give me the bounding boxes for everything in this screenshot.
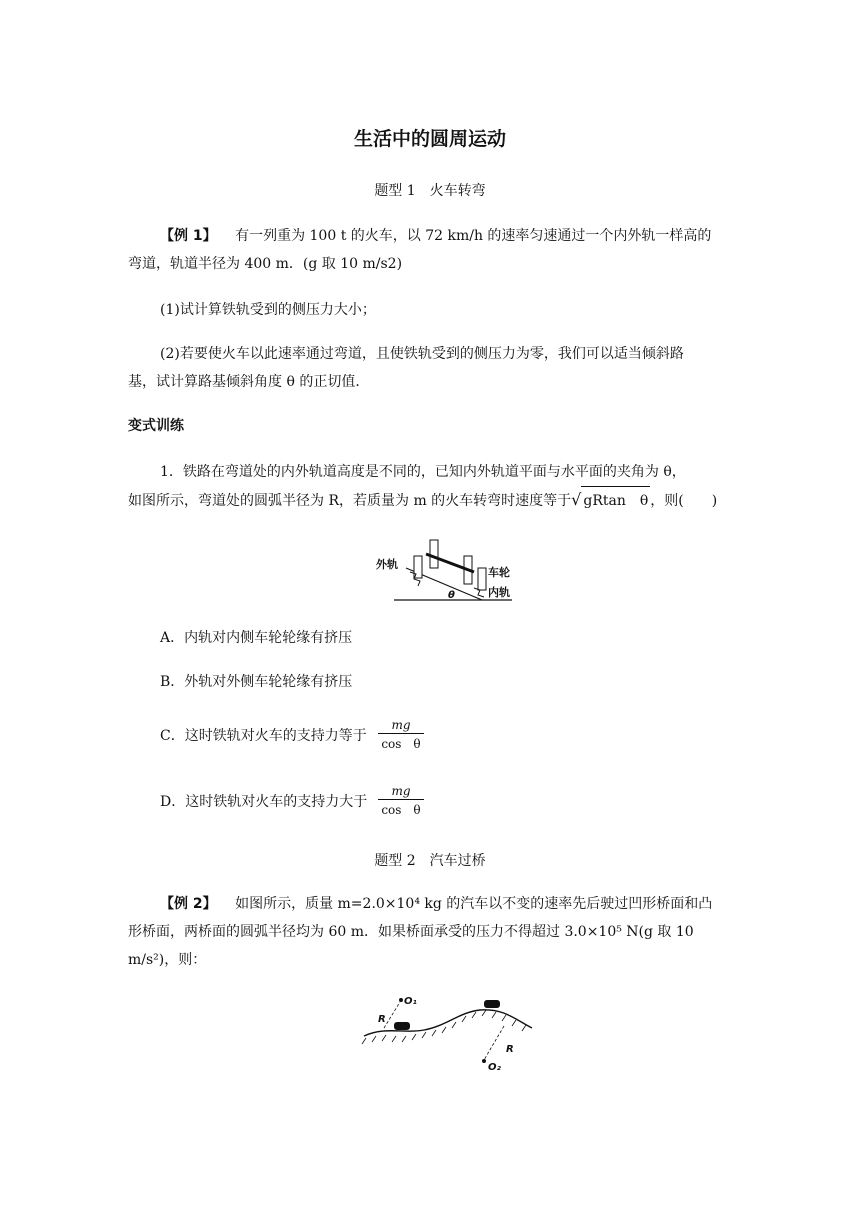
- fraction-numerator: mg: [391, 784, 411, 798]
- option-a: A．内轨对内侧车轮轮缘有挤压: [160, 630, 353, 646]
- example-2-text-1: 如图所示，质量 m=2.0×10⁴ kg 的汽车以不变的速率先后驶过凹形桥面和凸: [235, 896, 713, 912]
- figure-label-theta: θ: [448, 590, 455, 601]
- section-heading-1: 题型 1 火车转弯: [374, 183, 486, 199]
- option-d-fraction: [378, 784, 424, 818]
- fraction-denominator: cos θ: [381, 737, 421, 751]
- figure-label-r2: R: [506, 1044, 514, 1055]
- problem-1-text-1: 1．铁路在弯道处的内外轨道高度是不同的，已知内外轨道平面与水平面的夹角为 θ，: [160, 464, 686, 480]
- figure-label-o1: O₁: [404, 996, 417, 1007]
- figure-label-outer-rail: 外轨: [376, 558, 398, 571]
- example-1-label: 【例 1】: [160, 228, 217, 244]
- example-2-label: 【例 2】: [160, 896, 217, 912]
- example-1-question-1: (1)试计算铁轨受到的侧压力大小；: [160, 302, 376, 318]
- figure-label-r1: R: [378, 1014, 386, 1025]
- figure-label-inner-rail: 内轨: [488, 586, 510, 599]
- fraction-bar: [378, 733, 424, 734]
- example-1-text-2: 弯道，轨道半径为 400 m．(g 取 10 m/s2): [128, 256, 403, 272]
- example-1-text-1: 有一列重为 100 t 的火车，以 72 km/h 的速率匀速通过一个内外轨一样高的: [235, 228, 712, 244]
- option-b: B．外轨对外侧车轮轮缘有挤压: [160, 674, 353, 690]
- figure-bridge-curves: [356, 990, 540, 1074]
- figure-label-wheel: 车轮: [488, 566, 510, 579]
- figure-label-o2: O₂: [488, 1062, 501, 1073]
- problem-1-sqrt-expression: gRtan θ: [581, 486, 650, 515]
- problem-1-text-2-post: ，则( ): [650, 493, 718, 509]
- option-d: D．这时铁轨对火车的支持力大于: [160, 794, 368, 810]
- example-2-first-line: [160, 890, 712, 918]
- sqrt-sign-icon: √: [571, 490, 582, 509]
- variant-training-heading: 变式训练: [128, 418, 184, 434]
- figure-banked-track: [370, 532, 520, 604]
- problem-1-text-2-pre: 如图所示，弯道处的圆弧半径为 R，若质量为 m 的火车转弯时速度等于: [128, 493, 572, 509]
- option-c: C．这时铁轨对火车的支持力等于: [160, 728, 367, 744]
- example-1-first-line: [160, 222, 711, 250]
- fraction-numerator: mg: [391, 718, 411, 732]
- problem-1-text-2: [128, 486, 717, 515]
- example-1-question-2b: 基，试计算路基倾斜角度 θ 的正切值．: [128, 374, 370, 390]
- option-c-fraction: [378, 718, 424, 752]
- section-heading-2: 题型 2 汽车过桥: [374, 853, 486, 869]
- example-2-text-2: 形桥面，两桥面的圆弧半径均为 60 m．如果桥面承受的压力不得超过 3.0×10⁵ N(g 取 10: [128, 924, 694, 940]
- page-title: 生活中的圆周运动: [353, 128, 506, 150]
- fraction-denominator: cos θ: [381, 803, 421, 817]
- example-1-question-2a: (2)若要使火车以此速率通过弯道，且使铁轨受到的侧压力为零，我们可以适当倾斜路: [160, 346, 684, 362]
- fraction-bar: [378, 799, 424, 800]
- example-2-text-3: m/s²)，则：: [128, 952, 207, 968]
